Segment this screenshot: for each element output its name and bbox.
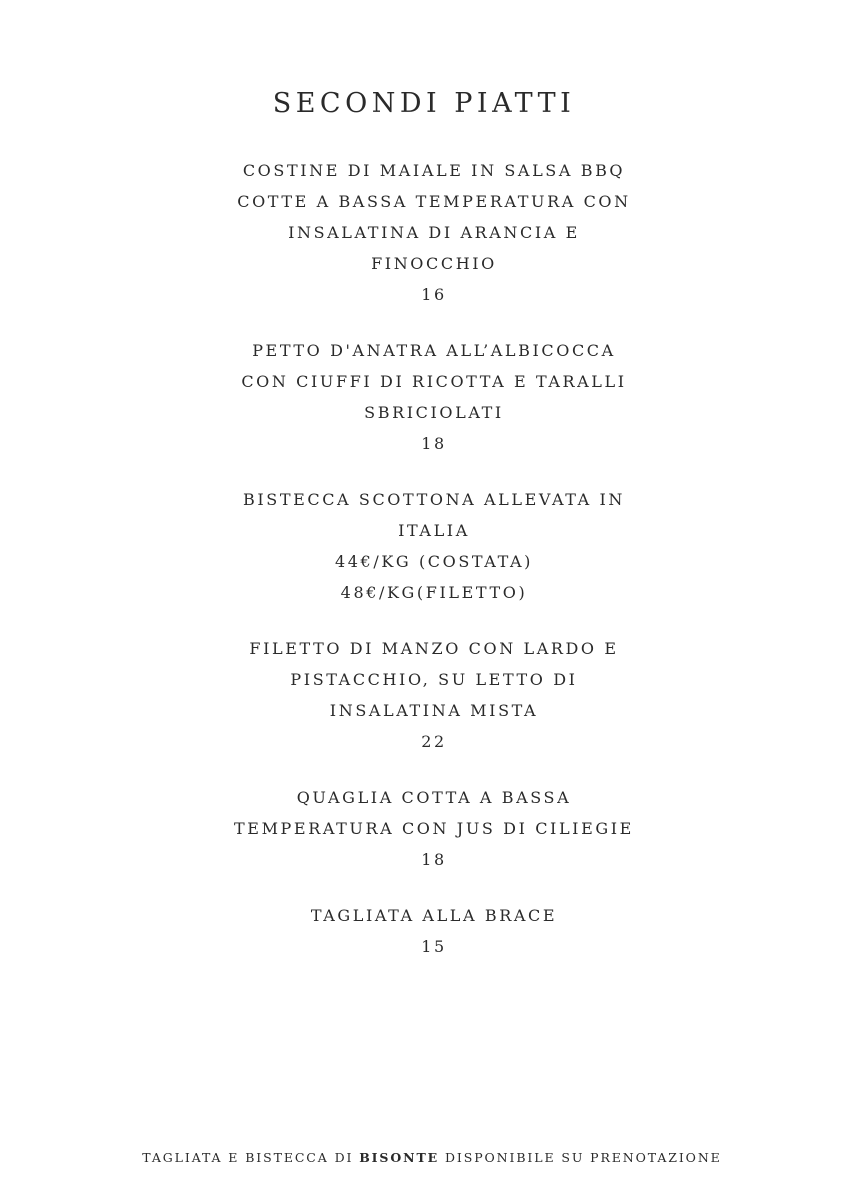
dish-price: 18 xyxy=(421,434,447,453)
page-title: SECONDI PIATTI xyxy=(272,88,576,119)
dish-description-line: BISTECCA SCOTTONA ALLEVATA IN xyxy=(242,490,626,509)
menu-item xyxy=(0,155,848,310)
dish-description-line: CON CIUFFI DI RICOTTA E TARALLI xyxy=(241,372,627,391)
dish-description-line: TAGLIATA ALLA BRACE xyxy=(310,906,558,925)
menu-item xyxy=(0,335,848,459)
dish-price: 15 xyxy=(421,937,447,956)
menu-list xyxy=(0,155,848,987)
footer-note xyxy=(0,1150,848,1165)
dish-description-line: PISTACCHIO, SU LETTO DI xyxy=(290,670,578,689)
dish-price: 18 xyxy=(421,850,447,869)
footer-text-after: DISPONIBILE SU PRENOTAZIONE xyxy=(439,1150,722,1165)
dish-price: 22 xyxy=(421,732,447,751)
footer-text-before: TAGLIATA E BISTECCA DI xyxy=(142,1150,360,1165)
dish-description-line: FINOCCHIO xyxy=(371,254,497,273)
dish-description-line: ITALIA xyxy=(398,521,470,540)
menu-item xyxy=(0,782,848,875)
dish-description-line: PETTO D'ANATRA ALL’ALBICOCCA xyxy=(252,341,616,360)
dish-description-line: COSTINE DI MAIALE IN SALSA BBQ xyxy=(242,161,626,180)
dish-description-line: FILETTO DI MANZO CON LARDO E xyxy=(249,639,619,658)
footer-text-bold: BISONTE xyxy=(359,1150,440,1165)
dish-price: 48€/KG(FILETTO) xyxy=(340,583,528,602)
dish-price: 44€/KG (COSTATA) xyxy=(335,552,533,571)
dish-description-line: QUAGLIA COTTA A BASSA xyxy=(296,788,572,807)
dish-description-line: TEMPERATURA CON JUS DI CILIEGIE xyxy=(234,819,634,838)
menu-item xyxy=(0,900,848,962)
dish-description-line: SBRICIOLATI xyxy=(364,403,504,422)
dish-price: 16 xyxy=(421,285,447,304)
dish-description-line: INSALATINA MISTA xyxy=(329,701,539,720)
menu-item xyxy=(0,484,848,608)
dish-description-line: INSALATINA DI ARANCIA E xyxy=(288,223,580,242)
dish-description-line: COTTE A BASSA TEMPERATURA CON xyxy=(237,192,631,211)
menu-item xyxy=(0,633,848,757)
